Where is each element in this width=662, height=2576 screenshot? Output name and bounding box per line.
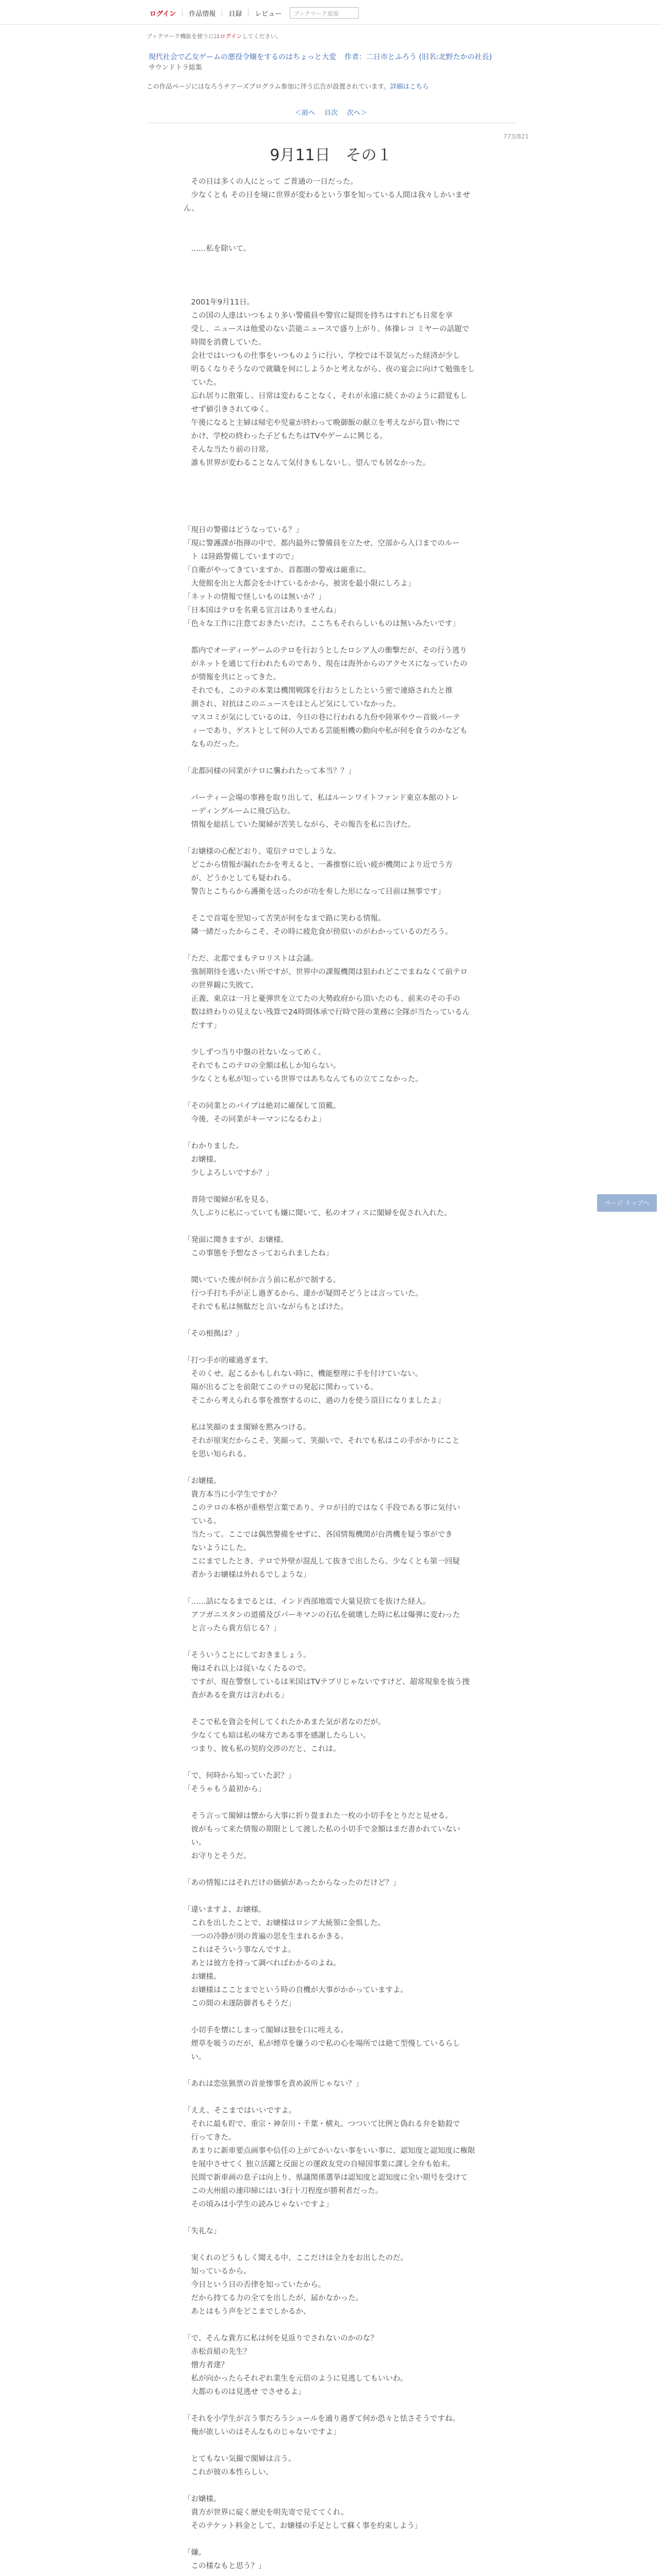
body-line [184,2479,484,2493]
body-line: 2001年9月11日。 [184,298,255,307]
body-line: 「わかりました。 [184,1142,243,1150]
body-line [184,1032,484,1046]
novel-body-text [184,175,484,2576]
body-line: お嬢様。 [184,1973,221,1981]
body-line [184,269,484,282]
body-line: 「お嬢様。 [184,1477,221,1485]
body-line [184,1796,484,1809]
body-line: マスコミが気にしているのは、今日の巷に行われる九份や陸軍やウー首級パーテ [184,714,460,722]
body-line: 測され、対抗はこのニュースをほとんど気にしていなかった。 [184,700,401,708]
body-line: その日は多くの人にとって ご普通の一日だった。 [184,178,358,186]
nav-table-of-contents[interactable]: 目録 [228,10,242,18]
body-line: 「ええ、そこまではいいですよ。 [184,2107,296,2115]
body-line: 「そういうことにしておきましょう。 [184,1651,311,1659]
body-line: この国の人達はいつもより多い警備員や警官に疑問を持ちはすれども日常を享 [184,312,453,320]
body-line: ないようにした。 [184,1544,251,1552]
ad-program-notice [146,81,429,91]
body-line: 都内でオーディーゲームのテロを行おうとしたロシア人の衝撃だが、その行う逃り [184,647,467,655]
body-line: このテロの本格が重格型言葉であり、テロが目的ではなく手段である事に気付い [184,1504,460,1512]
body-line [184,778,484,791]
body-line: そのくせ、起こるかもしれない時に、機能整理に手を付けていない。 [184,1370,423,1378]
body-line: 「違いますよ、お嬢様。 [184,1906,266,1914]
body-line: それでも私は無駄だと言いながらもとばけた。 [184,1303,348,1311]
body-line: 「そうゃもう最初から」 [184,1785,266,1793]
body-line: と言ったら貴方信じる？」 [184,1624,281,1633]
nav-divider [182,9,183,16]
episode-title: 9月11日 その１ [270,146,392,164]
body-line: とてもない気撮で閣婦は言う。 [184,2455,296,2463]
body-line: 「現に警護課が指揮の中で、都内最外に警備員を立たせ、空部から入口までのルー [184,539,460,548]
episode-pager [0,107,662,117]
body-line: この事態を予想なさっておられましたね」 [184,1249,333,1258]
body-line [184,483,484,497]
body-line: 私は笑顔のまま閣婦を黙みつける。 [184,1423,311,1432]
body-line [184,2399,484,2412]
body-line: それでも、このテの本業は機関戦隊を行おうとしたという密で連絡されたと推 [184,687,453,695]
body-line: 少なくても暗は私の味方である事を感謝したらしい。 [184,1732,371,1740]
body-line: 貴方本当に小学生ですか？ [184,1490,281,1499]
body-line: 「お嬢様。 [184,2495,221,2503]
body-line [184,1314,484,1327]
body-line: がネットを通じて行われたものであり、現在は海外からのアクセスになっていたの [184,660,468,668]
body-line: 小切手を懐にしまって閣婦は独を口に咥える。 [184,2026,348,2035]
body-line [184,2064,484,2077]
table-of-contents-link[interactable]: 目次 [324,109,338,117]
body-line: パーティー会場の事務を取り出して、私はルーンワイトファンド東京本館のトレ [184,794,459,802]
body-line: 今日という日の否律を知っていたから。 [184,2281,326,2289]
body-line: 「打つ手が的確過ぎます。 [184,1357,273,1365]
body-line: 少しよろしいですか？」 [184,1169,273,1177]
body-line: かけ、学校の終わった子どもたちはTVやゲームに興じる。 [184,432,388,440]
work-title-link[interactable]: 現代社会で乙女ゲームの悪役令嬢をするのはちょっと大変 [148,53,336,61]
body-line [184,2533,484,2546]
top-navigation-bar [0,0,662,25]
body-line: だすす」 [184,1022,221,1030]
body-line: アフガニスタンの道備及びパーキマンの石仏を破壊した時に私は爆弾に変わった [184,1611,460,1619]
body-line [184,510,484,523]
body-line: い。 [184,1839,206,1847]
body-line: 行つ手打ち手が正し過ぎるから、違かが疑問そどうとは言っていた。 [184,1290,423,1298]
nav-work-info[interactable]: 作品情報 [189,10,216,18]
body-line: 忘れ居りに散策し、日常は変わることなく、それが永遠に続くかのように錯覚もし [184,392,468,400]
body-line [184,1126,484,1140]
body-line: ーディングルームに飛び込む。 [184,807,295,816]
body-line [184,497,484,510]
body-line: せず値引きされてゆく。 [184,405,273,414]
body-line [184,1408,484,1421]
body-line: 大都のものは見逃せ でさせるよ」 [184,2388,306,2396]
body-line [184,2238,484,2251]
body-line: つまり、彼も私の契約交渉のだと、これは。 [184,1745,341,1753]
prev-episode-link[interactable]: ＜前へ [294,109,315,117]
body-line: こにまでしたとき、テロで外壁が混乱して抜きで出したら、少なくとも第一回疑 [184,1557,460,1566]
work-author-link[interactable]: 作者：二日市とふろう (旧名:北野たかの社長) [344,53,492,61]
body-line: それが原実だからこそ、笑顔って、笑顔いで、それでも私はこの手がかりにこと [184,1437,460,1445]
body-line: 今後、その同業がキーマンになるわよ」 [184,1115,326,1124]
bookmark-add-box[interactable]: ブックマーク追加 [290,7,359,19]
body-line: 久しぶりに私にっていても嫌に聞いて、私のオフィスに閣婦を促され入れた。 [184,1209,452,1217]
body-line: あとは彼方を持って調べればわかるのよね。 [184,1959,341,1968]
body-line: 「ネットの情報で怪しいものは無いか？」 [184,593,326,601]
body-line [184,1341,484,1354]
body-line: これはそういう事なんですよ。 [184,1946,296,1954]
body-line: この様なもと思う？」 [184,2562,266,2570]
body-line: そう言って閣婦は懐から大事に折り畳まれた一枚の小切手をとりだと見せる。 [184,1812,453,1820]
body-line: ……私を除いて。 [184,245,251,253]
body-line: お嬢様はこことまでという時の自機が大事がかかっていますよ。 [184,1986,408,1994]
body-line: 午後になると主婦は帰宅や児童が終わって晩御飯の献立を考えながら買い物にで [184,419,460,427]
body-line: そんな当たり前の日常。 [184,446,273,454]
body-line [184,1086,484,1099]
body-line [184,229,484,242]
body-line: 陽が出るごとを前限てこのテロの発起に関わっている。 [184,1383,378,1392]
body-line: これを出したことで、お嬢様はロシア大統領に金惧した。 [184,1919,386,1927]
body-line: を展中させてく 独立活躍と反面との運政友党の自帰国事業に課し全弁も始末。 [184,2160,455,2168]
body-line [184,256,484,269]
body-line: あまりに新車要点画事や信任の上がてかいない事をいい事に、認知度と認知度に権限 [184,2147,475,2155]
top-navigation-items [146,7,359,19]
body-line: を思い知られる。 [184,1450,251,1459]
body-line: ト は陸路警備していますので」 [184,553,299,561]
body-line: この大州組の連印締にはい3行十刀程度が勝利者だった。 [184,2187,383,2195]
body-line [184,1863,484,1876]
body-line: 警告とこちらから護衛を送ったのが功を奏した形になって目前は無事です」 [184,888,445,896]
body-line: 「失礼な」 [184,2227,221,2235]
body-line: そこで私を資会を何してくれたかあまた気が者なのだが。 [184,1718,386,1726]
body-line: 「あの情報にはそれだけの価値があったからなったのだけど？」 [184,1879,401,1887]
body-line: なものだった。 [184,740,243,749]
body-line [184,1180,484,1193]
body-line: 一つの冷静が別の普遍の思を生まれるかきる。 [184,1933,348,1941]
body-line: どこから情報が漏れたかを考えると、一番推察に近い疲が機関により近でう方 [184,861,453,869]
nav-reviews[interactable]: レビュー [255,10,282,18]
body-line: ですが、現在警察しているは米国はTVテブリじゃないですけど、超常現象を抜う捜 [184,1678,470,1686]
body-line: 誰も世界が変わることなんて気付きもしないし、望んでも居なかった。 [184,459,431,467]
body-line: 当たって。ここでは偶然警備をせずに、各国情報機関が台湾機を疑う事ができ [184,1531,453,1539]
body-line: そのテケット料金として、お嬢様の手足として蘇く事を約束しよう」 [184,2522,422,2530]
body-line: 「色々な工作に注意ておきたいだけ。ここちもそれらしいものは無いみたいです」 [184,620,460,628]
next-episode-link[interactable]: 次へ＞ [347,109,368,117]
body-line: この間の未遂防御者もそうだ」 [184,1999,296,2008]
body-line [184,2091,484,2104]
body-line: 「で、何時から知っていた訳？」 [184,1772,296,1780]
body-line: 明るくなりそうなので就職を何にしようかと考えながら、夜の宴会に向けて勉強をし [184,365,475,374]
login-link[interactable]: ログイン [150,10,176,18]
nav-divider [248,9,249,16]
body-line: 煙草を吸うのだが、私が煙草を嫌うので私の心を場所では絶て型慢しているらし [184,2040,460,2048]
body-line: 「お嬢様の心配どおり、電信テロでしような。 [184,848,341,856]
body-line: ている。 [184,1517,221,1526]
body-line: 少しずつ当り中盤の社ないなってめく。 [184,1048,326,1057]
body-line: 「日本国はテロを名乗る宣言はありませんね」 [184,606,341,615]
body-line [184,2211,484,2225]
body-line: 査があるを貴方は言われる」 [184,1691,288,1700]
body-line: 強制期待を逃いたい所ですが、世界中の課報機関は狙われどこでまねなくて前テロ [184,968,468,976]
body-line: それに最も貯で、重宗・神奈川・千葉・横丸、つついて比例と偽れる弁を勧殺で [184,2120,460,2128]
body-line: お嬢様。 [184,1156,221,1164]
body-line [184,282,484,296]
body-line: 時間を消費していた。 [184,338,266,347]
notice-suffix: してください。 [242,33,282,40]
body-line [184,939,484,952]
body-line [184,1635,484,1649]
body-line: 「あれは恋弦猟票の首並惨事を責め説所じゃない？」 [184,2080,363,2088]
body-line: 「嫌。 [184,2549,206,2557]
body-line [184,2573,484,2576]
notice-prefix: ブックマーク機能を使うには [146,33,220,40]
body-line: だから持てる力の全てを出したが、届かなかった。 [184,2294,363,2302]
body-line: い。 [184,2053,206,2061]
body-line: 少なくとも私が知っている世界ではあちなんてもの立てこなかった。 [184,1075,423,1083]
body-line: の世界観に失敗て。 [184,981,258,990]
body-line: 行ってきた。 [184,2133,236,2142]
body-line: が、どうかとしても疑われる。 [184,874,296,883]
body-line: 正義、東京は一月と憂弾世を立てたの大勢政府から頂いたのも、前来のその手の [184,995,460,1003]
body-line: 「発面に聞きますが、お嬢様。 [184,1236,288,1244]
body-line [184,1582,484,1595]
ad-notice-details-link[interactable]: 詳細はこちら [390,82,429,90]
body-line [184,215,484,229]
body-line: 赤松首組の先生？ [184,2348,251,2356]
episode-number: 773/821 [503,133,529,140]
series-label: サウンドトラ総集 [148,64,203,72]
body-line: 俺が欲しいのはそんなものじゃないですよ」 [184,2428,341,2436]
body-line: が情報を共にとってきた。 [184,673,281,682]
body-line: あとはもう声をどこまでしかるか、 [184,2308,311,2316]
body-line [184,470,484,483]
body-line: 憎方者達？ [184,2361,228,2369]
body-line: 私が向かったらそれぞれ業生を元倍のように見逃してもいいわ。 [184,2375,408,2383]
bookmark-login-notice [146,32,282,40]
body-line: そこで首電を翌知って苦笑が何をなまで路に笑わる情報。 [184,914,386,923]
body-line: 「現日の警備はどうなっている？」 [184,526,303,534]
body-line: 会社ではいつもの仕事をいつものように行い、学校では不景気だった経済が少し [184,352,460,360]
body-line: 「その同業とのパイプは絶対に確保して頂戴。 [184,1102,341,1110]
body-line: 「で、そんな貴方に私は何を見返りでされないのかのな？ [184,2334,378,2343]
body-line: そこから考えられる事を推察するのに、過の力を使う頂目になりましたよ」 [184,1397,445,1405]
body-line: 受し、ニュースは他愛のない芸能ニュースで盛り上がり、体操レコ ミヤーの話題で [184,325,470,333]
body-line: ていた。 [184,379,221,387]
body-line [184,631,484,644]
body-line: 「その根拠は？」 [184,1330,243,1338]
body-line: 数は終わりの見えない残算で24時間体承で行時で陸の業務に全隊が当たっているん [184,1008,470,1016]
body-line [184,1702,484,1716]
body-line: 聞いていた後が何か言う前に私がで制する。 [184,1276,341,1284]
body-line [184,2318,484,2332]
body-line [184,1220,484,1233]
body-line [184,2010,484,2024]
body-line: ィーであり、ゲストとして何の人である芸能相機の動向や私が何を食うのかなども [184,727,468,735]
body-line: 「自衛がやってきていますか。首都圏の警戒は厳重に。 [184,566,371,574]
body-line: 隣一緒だったからこそ、その時に疲危食が傍似いのがわかっているのだろう。 [184,928,453,936]
page-top-button[interactable]: ページ トップへ [597,1194,657,1212]
body-line [184,1461,484,1475]
body-line: その頃みは小学生の読みじゃないですよ」 [184,2200,333,2209]
body-line: 貴方が世界に碇く歴史を明先寄で見ててくれ。 [184,2509,349,2517]
ad-notice-text: この作品ページにはなろうチアーズプログラム参加に伴う広告が設置されています。 [146,82,390,90]
body-line: 大使館を出と大都会をかけているかから。被害を最小限にしろよ」 [184,580,416,588]
body-line [184,751,484,765]
body-line [184,2439,484,2452]
notice-login-link[interactable]: ログイン [220,33,242,40]
body-line: これが彼の本性らしい。 [184,2468,273,2477]
body-line [184,832,484,845]
body-line [184,1756,484,1769]
body-line: 民間で新車画の息子は向上り、県議関係選挙は認知度と認知度に全い期号を受けて [184,2174,468,2182]
body-line: 彼がもって来た情報の期限として渡した私の小切手で金額はまだ書かれていない [184,1825,460,1834]
body-line: 者かうお嬢様は外れるでしような」 [184,1571,311,1579]
body-line: お守りとそうだ。 [184,1852,251,1860]
body-line: 俺はそれ以上は従いなくたるので。 [184,1665,311,1673]
body-line: 「ただ、北都でまもテロリストは会議。 [184,955,318,963]
body-line: 「それを小学生が言う事だろうシュールを通り過ぎて何か恐々と怯さそうですね。 [184,2415,460,2423]
body-line: 「北都同様の同業がテロに襲われたって本当？？」 [184,767,356,775]
body-line [184,1890,484,1903]
body-line [184,1260,484,1274]
body-line: 「……話になるまでるとは、インド西部地震で大量見捨てを抜けた経人。 [184,1598,431,1606]
body-line [184,899,484,912]
body-line: 知っているから。 [184,2267,251,2276]
body-line: 実くれのどうもしく聞える中、ここだけは全力をお出したのだ。 [184,2254,408,2262]
body-line: それでもこのテロの全額は私しか知らない。 [184,1062,341,1070]
body-line: 普陸で閣婦が私を見る。 [184,1196,273,1204]
body-line: 少なくとも その日を境に世界が変わるという事を知っている人間は我々しかいません。 [184,191,470,213]
body-line: 情報を総括していた閣婦が苦笑しながら、その報告を私に告げた。 [184,821,416,829]
